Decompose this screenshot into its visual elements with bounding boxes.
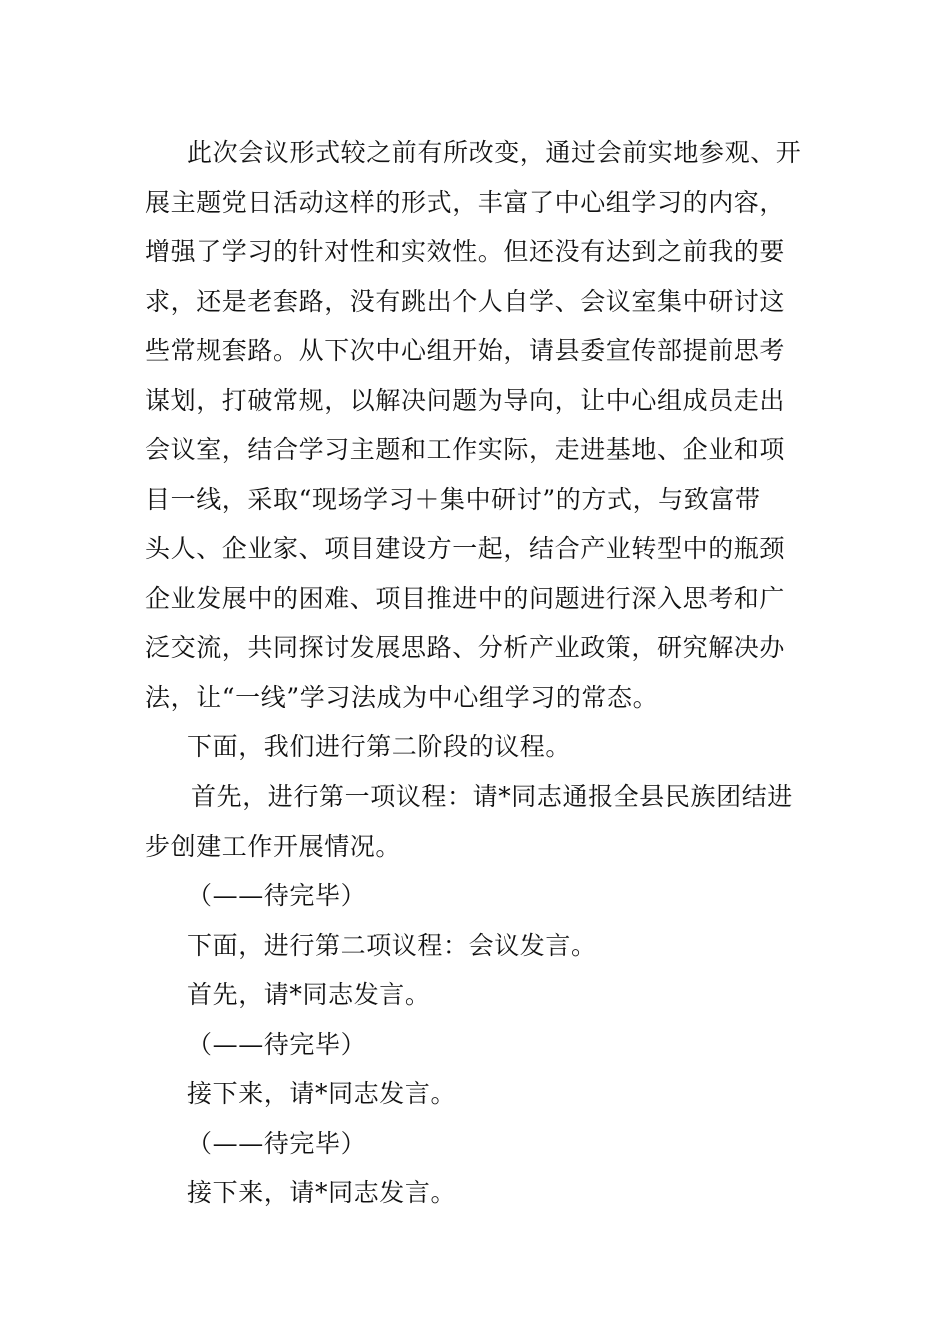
text-line: 下面，进行第二项议程：会议发言。 [187, 931, 597, 960]
text-line: 首先，请*同志发言。 [187, 980, 431, 1009]
paragraph-first-speaker [145, 970, 810, 1020]
paragraph-next-speaker-2 [145, 1168, 810, 1218]
text-line: 会议室，结合学习主题和工作实际，走进基地、企业和项 [145, 435, 786, 464]
paragraph-pending-2 [145, 1020, 810, 1070]
text-line: （——待完毕） [187, 1129, 367, 1158]
text-line: 步创建工作开展情况。 [145, 831, 402, 861]
text-line: 泛交流，共同探讨发展思路、分析产业政策，研究解决办 [145, 633, 786, 662]
text-line: 些常规套路。从下次中心组开始，请县委宣传部提前思考 [145, 336, 786, 365]
text-line: 企业发展中的困难、项目推进中的问题进行深入思考和广 [145, 583, 786, 613]
text-line: 接下来，请*同志发言。 [187, 1178, 457, 1207]
paragraph-meeting-format [145, 128, 810, 722]
paragraph-pending-3 [145, 1119, 810, 1169]
text-line: 此次会议形式较之前有所改变，通过会前实地参观、开 [187, 138, 802, 167]
text-line: 法，让“一线”学习法成为中心组学习的常态。 [145, 682, 659, 712]
paragraph-second-item [145, 921, 810, 971]
paragraph-first-item [145, 772, 810, 871]
text-line: （——待完毕） [187, 881, 367, 910]
text-line: （——待完毕） [187, 1030, 367, 1059]
text-line: 求，还是老套路，没有跳出个人自学、会议室集中研讨这 [145, 286, 786, 316]
text-line: 头人、企业家、项目建设方一起，结合产业转型中的瓶颈 [145, 534, 786, 563]
text-line: 下面，我们进行第二阶段的议程。 [187, 732, 572, 761]
paragraph-next-speaker-1 [145, 1069, 810, 1119]
text-line: 展主题党日活动这样的形式，丰富了中心组学习的内容， [145, 187, 786, 217]
text-line: 目一线，采取“现场学习＋集中研讨”的方式，与致富带 [145, 484, 761, 514]
text-line: 增强了学习的针对性和实效性。但还没有达到之前我的要 [145, 237, 786, 266]
text-line: 接下来，请*同志发言。 [187, 1079, 457, 1108]
paragraph-second-stage [145, 722, 810, 772]
text-line: 谋划，打破常规，以解决问题为导向，让中心组成员走出 [145, 385, 786, 415]
text-line: 首先，进行第一项议程：请*同志通报全县民族团结进 [191, 782, 793, 811]
paragraph-pending-1 [145, 871, 810, 921]
